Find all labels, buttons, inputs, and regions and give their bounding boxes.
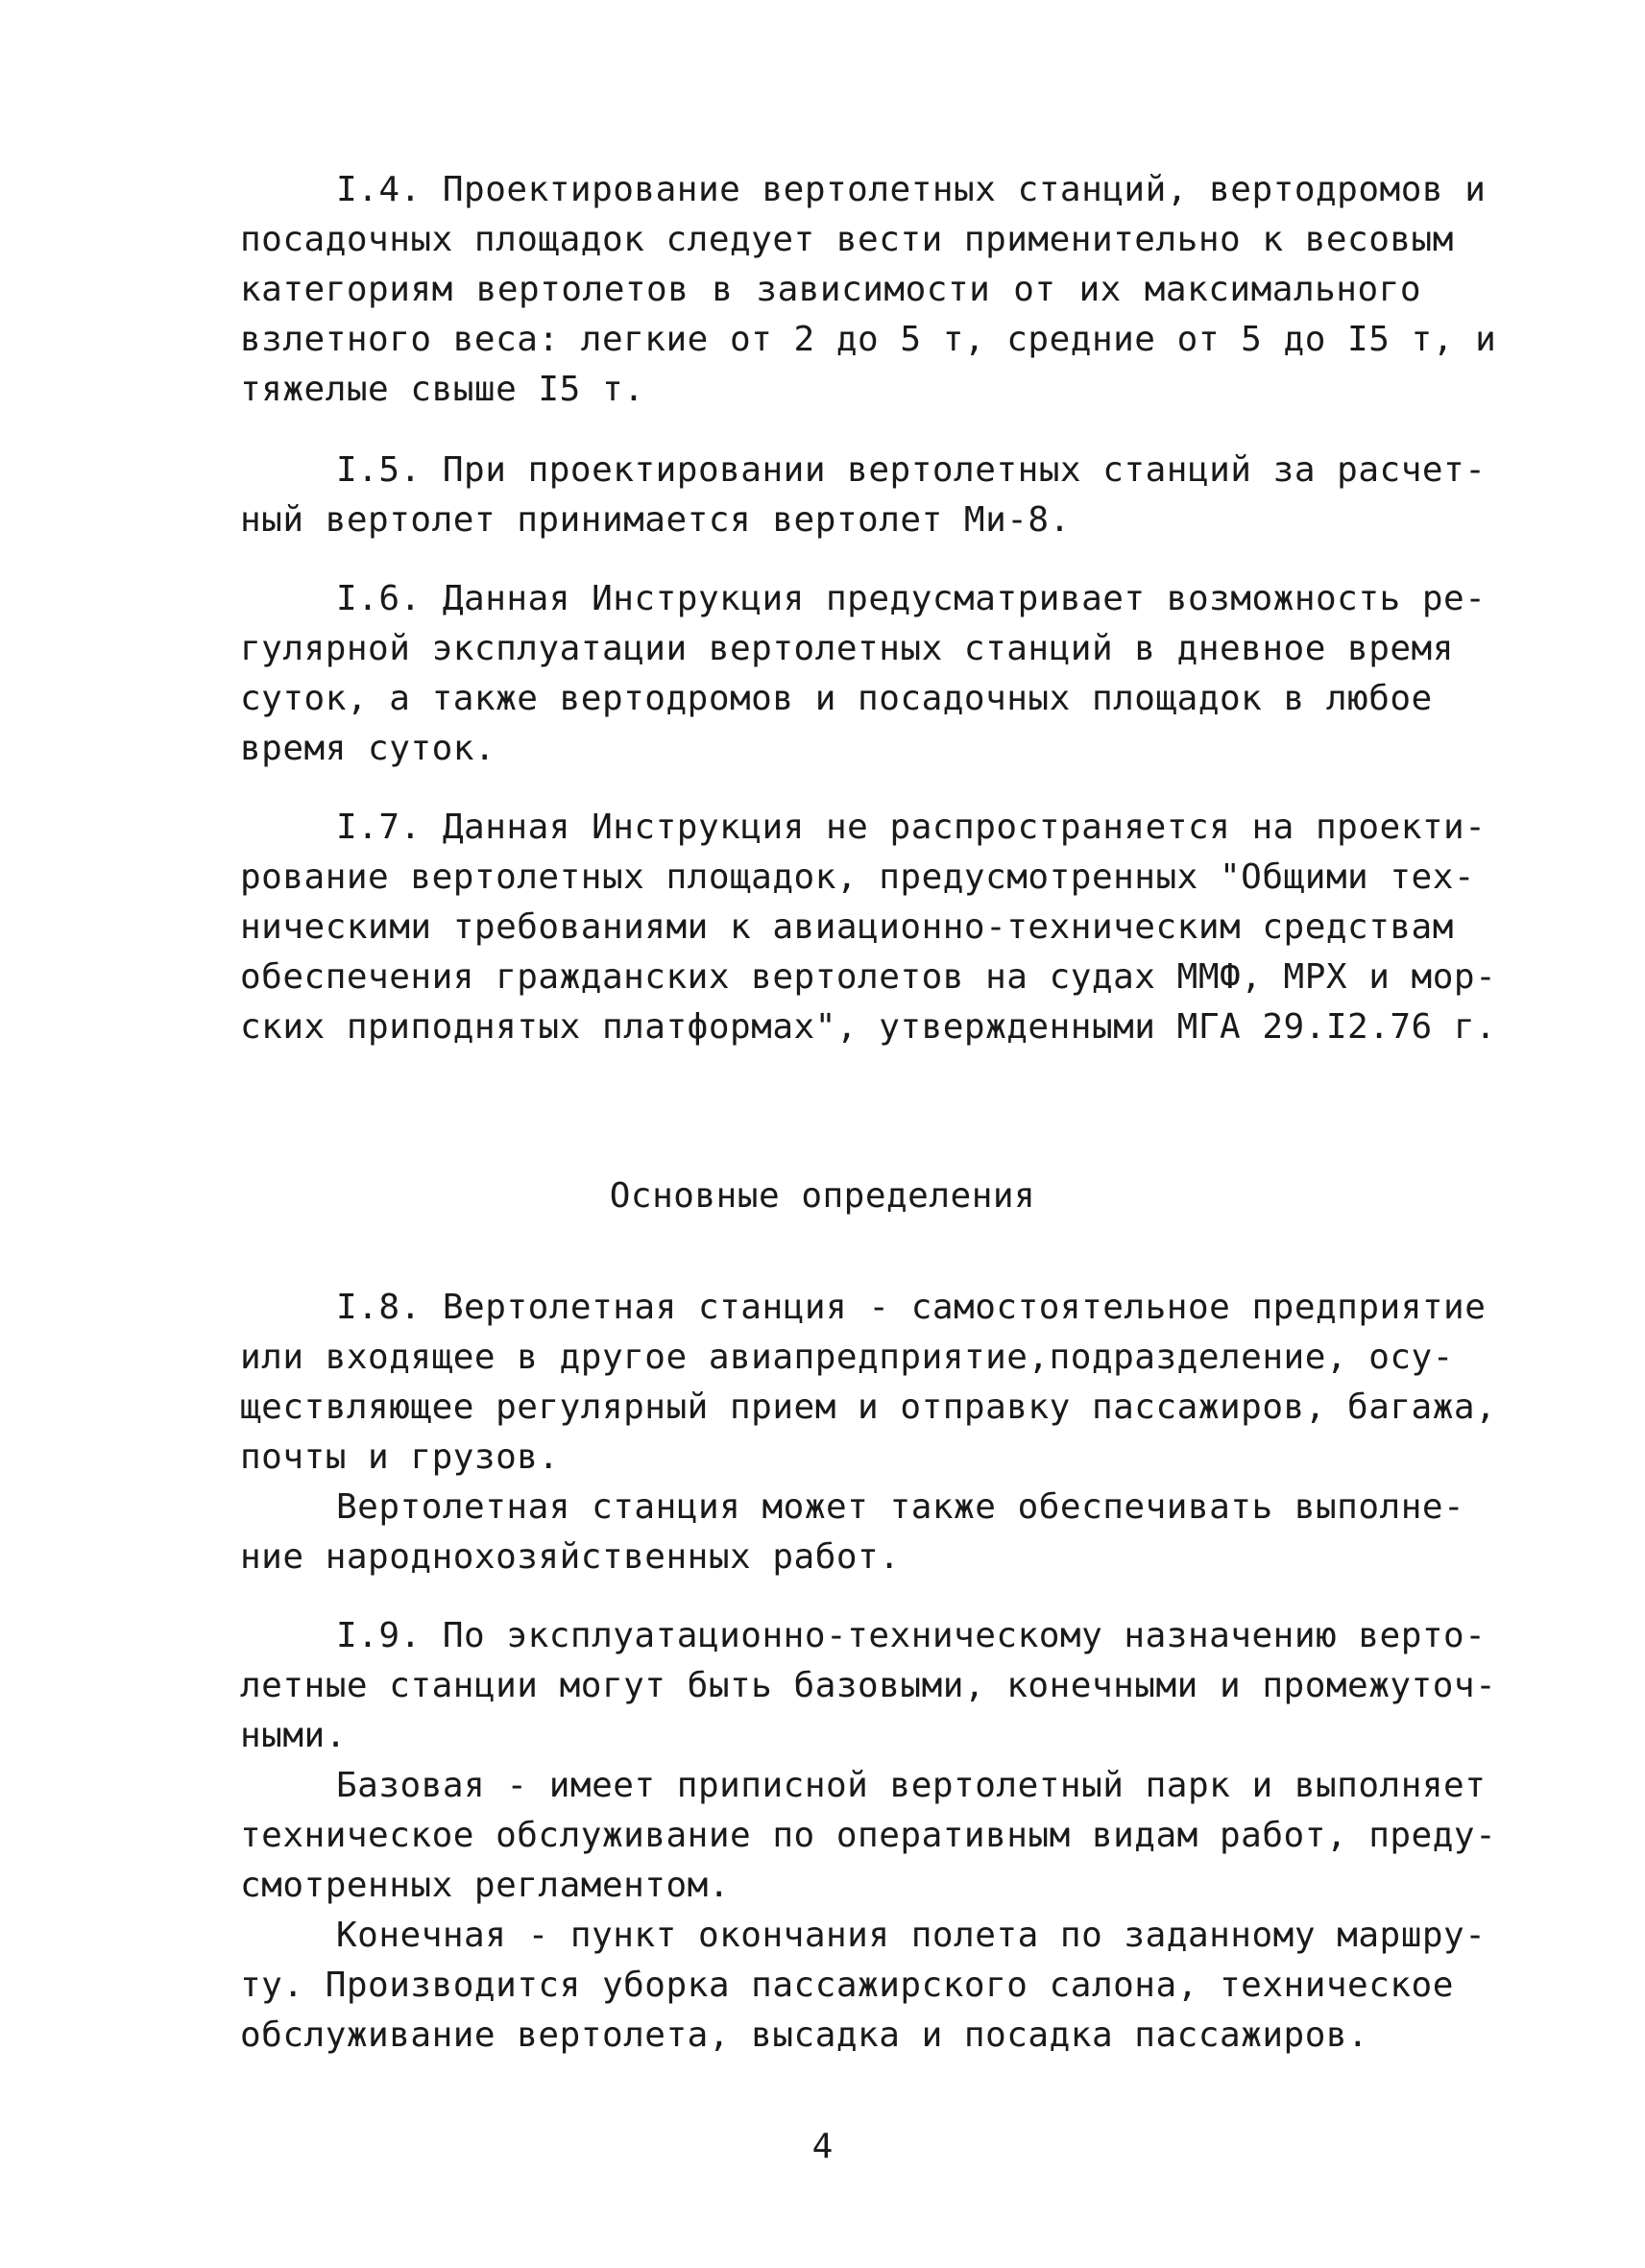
p1-9b-line-1: Базовая - имеет приписной вертолетный парк и выполняет [336, 1766, 1487, 1805]
p1-8b-line-1: Вертолетная станция может также обеспечивать выполне- [336, 1487, 1465, 1527]
p1-9c-line-2: ту. Производится уборка пассажирского салона, техническое [240, 1966, 1454, 2005]
p1-9c-line-1: Конечная - пункт окончания полета по заданному маршру- [336, 1916, 1487, 1955]
p1-7-line-3: ническими требованиями к авиационно-техническим средствам [240, 907, 1454, 947]
p1-6-line-4: время суток. [240, 729, 496, 768]
p1-8-line-2: или входящее в другое авиапредприятие,подразделение, осу- [240, 1338, 1454, 1377]
p1-7-line-5: ских приподнятых платформах", утвержденными МГА 29.I2.76 г. [240, 1007, 1497, 1047]
p1-9b-line-2: техническое обслуживание по оперативным видам работ, преду- [240, 1816, 1497, 1855]
p1-9c-line-3: обслуживание вертолета, высадка и посадка пассажиров. [240, 2015, 1369, 2055]
p1-9-line-3: ными. [240, 1716, 347, 1755]
p1-4-line-5: тяжелые свыше I5 т. [240, 370, 645, 409]
p1-7-line-1: I.7. Данная Инструкция не распространяется на проекти- [336, 808, 1487, 847]
p1-8-line-3: ществляющее регулярный прием и отправку пассажиров, багажа, [240, 1387, 1497, 1427]
p1-7-line-2: рование вертолетных площадок, предусмотренных "Общими тех- [240, 857, 1476, 897]
p1-9-line-2: летные станции могут быть базовыми, конечными и промежуточ- [240, 1666, 1497, 1705]
p1-6-line-2: гулярной эксплуатации вертолетных станций в дневное время [240, 629, 1454, 668]
p1-8b-line-2: ние народнохозяйственных работ. [240, 1537, 901, 1577]
p1-4-line-1: I.4. Проектирование вертолетных станций, вертодромов и [336, 170, 1487, 209]
p1-5-line-1: I.5. При проектировании вертолетных станций за расчет- [336, 450, 1487, 490]
p1-6-line-1: I.6. Данная Инструкция предусматривает возможность ре- [336, 579, 1487, 618]
p1-6-line-3: суток, а также вертодромов и посадочных площадок в любое [240, 679, 1433, 718]
section-heading: Основные определения [609, 1176, 1036, 1216]
p1-9-line-1: I.9. По эксплуатационно-техническому назначению верто- [336, 1616, 1487, 1655]
p1-9b-line-3: смотренных регламентом. [240, 1866, 730, 1905]
p1-7-line-4: обеспечения гражданских вертолетов на судах ММФ, МРХ и мор- [240, 957, 1497, 997]
page-number: 4 [811, 2127, 834, 2166]
p1-8-line-4: почты и грузов. [240, 1437, 560, 1477]
p1-4-line-3: категориям вертолетов в зависимости от их максимального [240, 270, 1421, 309]
p1-5-line-2: ный вертолет принимается вертолет Ми-8. [240, 500, 1071, 540]
p1-8-line-1: I.8. Вертолетная станция - самостоятельное предприятие [336, 1288, 1487, 1327]
p1-4-line-4: взлетного веса: легкие от 2 до 5 т, средние от 5 до I5 т, и [240, 320, 1497, 359]
p1-4-line-2: посадочных площадок следует вести применительно к весовым [240, 220, 1454, 259]
